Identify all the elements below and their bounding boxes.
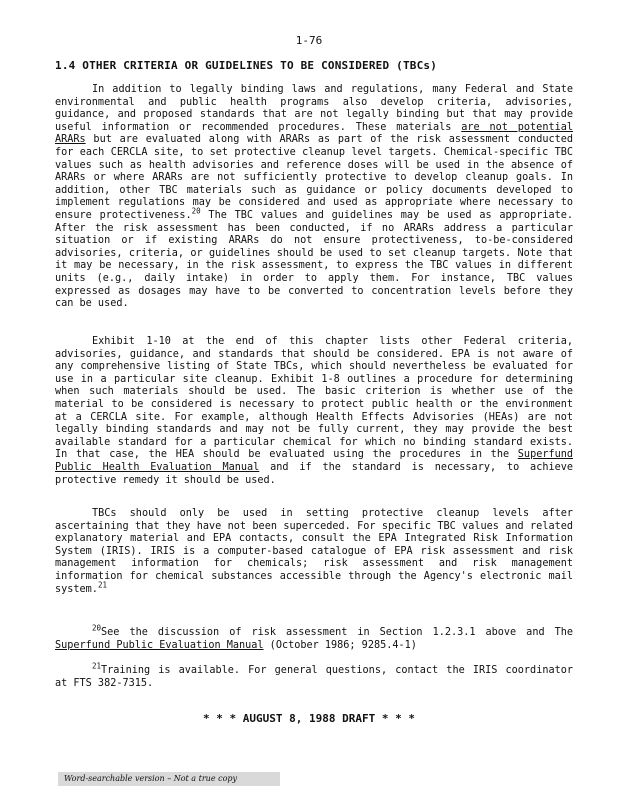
watermark-banner: Word-searchable version – Not a true copy [58, 772, 280, 786]
footnote-20 [55, 623, 573, 652]
underlined-phrase: are not potential ARARs [55, 121, 573, 146]
manual-title: Superfund Public Evaluation Manual [55, 639, 264, 651]
footnote-text: Training is available. For general questions, contact the IRIS coordinator at FTS 382-7315. [55, 665, 573, 689]
paragraph-text: and if the standard is necessary, to achieve protective remedy it should be used. [55, 461, 573, 486]
paragraph-exhibit [55, 336, 573, 487]
footnote-ref-20[interactable]: 20 [191, 206, 201, 216]
footnote-21 [55, 661, 573, 690]
paragraph-text: Exhibit 1-10 at the end of this chapter lists other Federal criteria, advisories, guidance, and standards that should be considered. EPA is not aware of any comprehensive listing of State TBCs, which should nevertheless be evaluated for use in a particular site cleanup. Exhibit 1-8 outlines a procedure for determining when such materials should be used. The basic criterion is whether use of the material to be considered is necessary to protect public health or the environment at a CERCLA site. For example, although Health Effects Advisories (HEAs) are not legally binding standards and may not be fully current, they may provide the best available standard for a particular chemical for which no binding standard exists. In that case, the HEA should be evaluated using the procedures in the [55, 336, 573, 461]
footnote-text: See the discussion of risk assessment in Section 1.2.3.1 above and The [101, 627, 573, 638]
manual-title: Superfund Public Health Evaluation Manual [55, 449, 573, 473]
paragraph-text: In addition to legally binding laws and regulations, many Federal and State environmental and public health programs also develop criteria, advisories, guidance, and proposed standards that are not legally binding but that may provide useful information or recommended procedures. These materials [55, 84, 573, 133]
paragraph-tbc-overview [55, 84, 573, 311]
footnote-text: (October 1986; 9285.4-1) [263, 639, 417, 651]
paragraph-iris [55, 508, 573, 596]
page-number: 1-76 [295, 34, 323, 47]
footnote-number: 21 [92, 661, 102, 671]
paragraph-text: The TBC values and guidelines may be used as appropriate. After the risk assessment has been conducted, if no ARARs address a particular situation or if existing ARARs do not ensure protectiveness, to-be-considered advisories, criteria, or guidelines should be used to set cleanup targets. Note that it may be necessary, in the risk assessment, to express the TBC values in different units (e.g., daily intake) in order to apply them. For instance, TBC values expressed as dosages may have to be converted to concentration levels before they can be used. [55, 209, 573, 310]
section-heading: 1.4 OTHER CRITERIA OR GUIDELINES TO BE CONSIDERED (TBCs) [55, 59, 438, 72]
draft-footer: * * * AUGUST 8, 1988 DRAFT * * * [203, 712, 415, 725]
footnote-number: 20 [92, 623, 102, 633]
footnote-ref-21[interactable]: 21 [97, 580, 107, 590]
paragraph-text: but are evaluated along with ARARs as part of the risk assessment conducted for each CERCLA site, to set protective cleanup level targets. Chemical-specific TBC values such as health advisories and reference doses will be used in the absence of ARARs or where ARARs are not sufficiently protective to develop cleanup goals. In addition, other TBC materials such as guidance or policy documents developed to implement regulations may be considered and used as appropriate where necessary to ensure protectiveness. [55, 134, 573, 221]
paragraph-text: TBCs should only be used in setting protective cleanup levels after ascertaining that they have not been superceded. For specific TBC values and related explanatory material and EPA contacts, consult the EPA Integrated Risk Information System (IRIS). IRIS is a computer-based catalogue of EPA risk assessment and risk management information for chemicals; risk assessment and risk management information for chemical substances accessible through the Agency's electronic mail system. [55, 508, 573, 595]
